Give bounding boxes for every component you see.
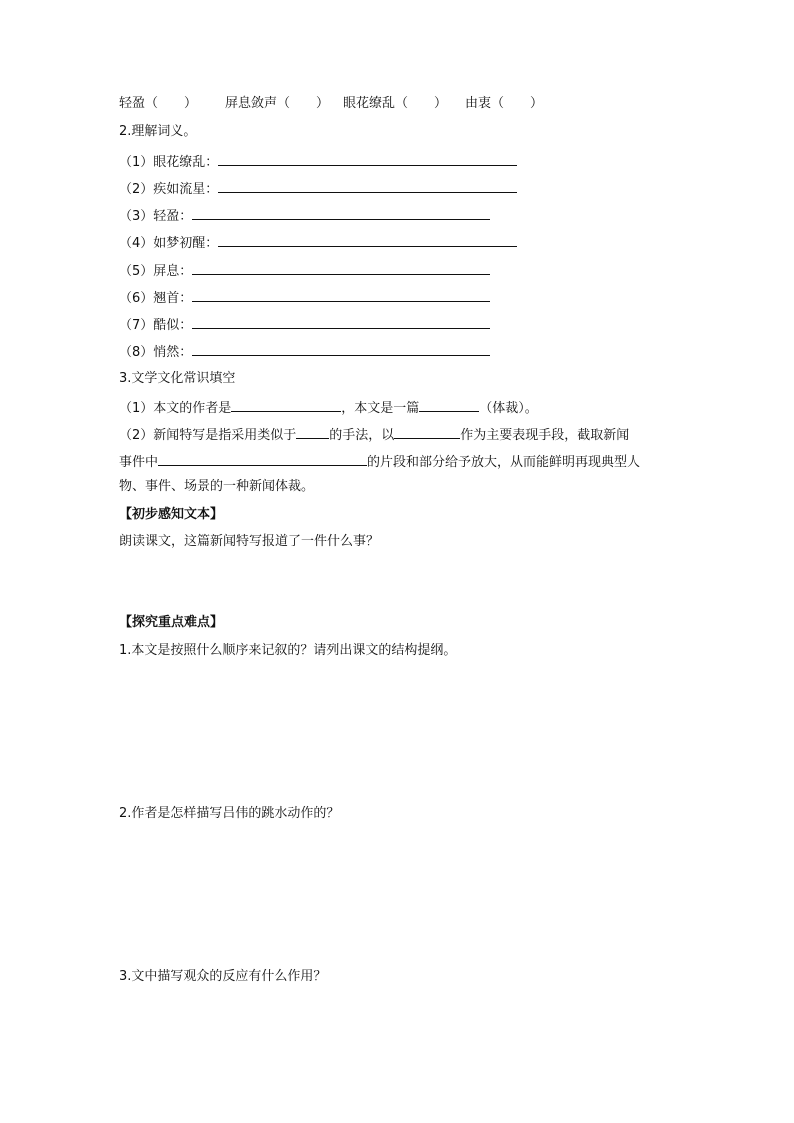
means-blank[interactable] xyxy=(394,425,460,439)
question-text: 的片段和部分给予放大，从而能鲜明再现典型人 xyxy=(367,455,641,470)
fill-question-1 xyxy=(119,398,538,414)
perception-question: 朗读课文，这篇新闻特写报道了一件什么事？ xyxy=(119,534,380,549)
answer-blank[interactable] xyxy=(192,342,490,356)
author-blank[interactable] xyxy=(231,398,341,412)
vocab-item-4: 由衷（ ） xyxy=(465,96,544,111)
definition-label: （4）如梦初醒： xyxy=(119,236,219,251)
question-text: 事件中 xyxy=(119,455,159,470)
answer-blank[interactable] xyxy=(218,152,517,166)
answer-blank[interactable] xyxy=(192,288,490,302)
technique-blank[interactable] xyxy=(296,425,329,439)
question-text: ，本文是一篇 xyxy=(341,401,420,416)
section2-heading: 2.理解词义。 xyxy=(119,124,197,139)
fill-question-2-line-2 xyxy=(119,452,640,468)
vocab-item-2: 屏息敛声（ ） xyxy=(225,96,330,111)
perception-heading: 【初步感知文本】 xyxy=(119,507,224,522)
definition-label: （7）酷似： xyxy=(119,318,193,333)
question-text: 作为主要表现手段，截取新闻 xyxy=(460,428,630,443)
definition-row-1 xyxy=(119,152,517,168)
question-text: （1）本文的作者是 xyxy=(119,401,232,416)
event-blank[interactable] xyxy=(158,452,367,466)
section3-heading: 3.文学文化常识填空 xyxy=(119,371,236,386)
question-text: （体裁）。 xyxy=(479,401,538,416)
definition-label: （8）悄然： xyxy=(119,345,193,360)
answer-blank[interactable] xyxy=(218,179,517,193)
explore-question-1: 1.本文是按照什么顺序来记叙的？请列出课文的结构提纲。 xyxy=(119,643,457,658)
definition-row-3 xyxy=(119,206,490,222)
definition-label: （1）眼花缭乱： xyxy=(119,155,219,170)
definition-row-8 xyxy=(119,342,490,358)
answer-blank[interactable] xyxy=(192,206,490,220)
explore-question-3: 3.文中描写观众的反应有什么作用？ xyxy=(119,969,327,984)
fill-question-2-line-3: 物、事件、场景的一种新闻体裁。 xyxy=(119,479,315,494)
definition-row-5 xyxy=(119,261,490,277)
vocab-item-3: 眼花缭乱（ ） xyxy=(343,96,448,111)
definition-label: （2）疾如流星： xyxy=(119,182,219,197)
answer-blank[interactable] xyxy=(192,261,490,275)
question-text: （2）新闻特写是指采用类似于 xyxy=(119,428,297,443)
definition-row-7 xyxy=(119,315,490,331)
answer-blank[interactable] xyxy=(218,233,517,247)
fill-question-2-line-1 xyxy=(119,425,629,441)
answer-blank[interactable] xyxy=(192,315,490,329)
explore-heading: 【探究重点难点】 xyxy=(119,615,224,630)
vocab-item-1: 轻盈（ ） xyxy=(119,96,198,111)
definition-label: （6）翘首： xyxy=(119,291,193,306)
definition-label: （5）屏息： xyxy=(119,264,193,279)
definition-label: （3）轻盈： xyxy=(119,209,193,224)
definition-row-6 xyxy=(119,288,490,304)
explore-question-2: 2.作者是怎样描写吕伟的跳水动作的？ xyxy=(119,806,340,821)
definition-row-2 xyxy=(119,179,517,195)
question-text: 的手法，以 xyxy=(329,428,395,443)
genre-blank[interactable] xyxy=(419,398,479,412)
vocab-row xyxy=(119,96,543,112)
definition-row-4 xyxy=(119,233,517,249)
